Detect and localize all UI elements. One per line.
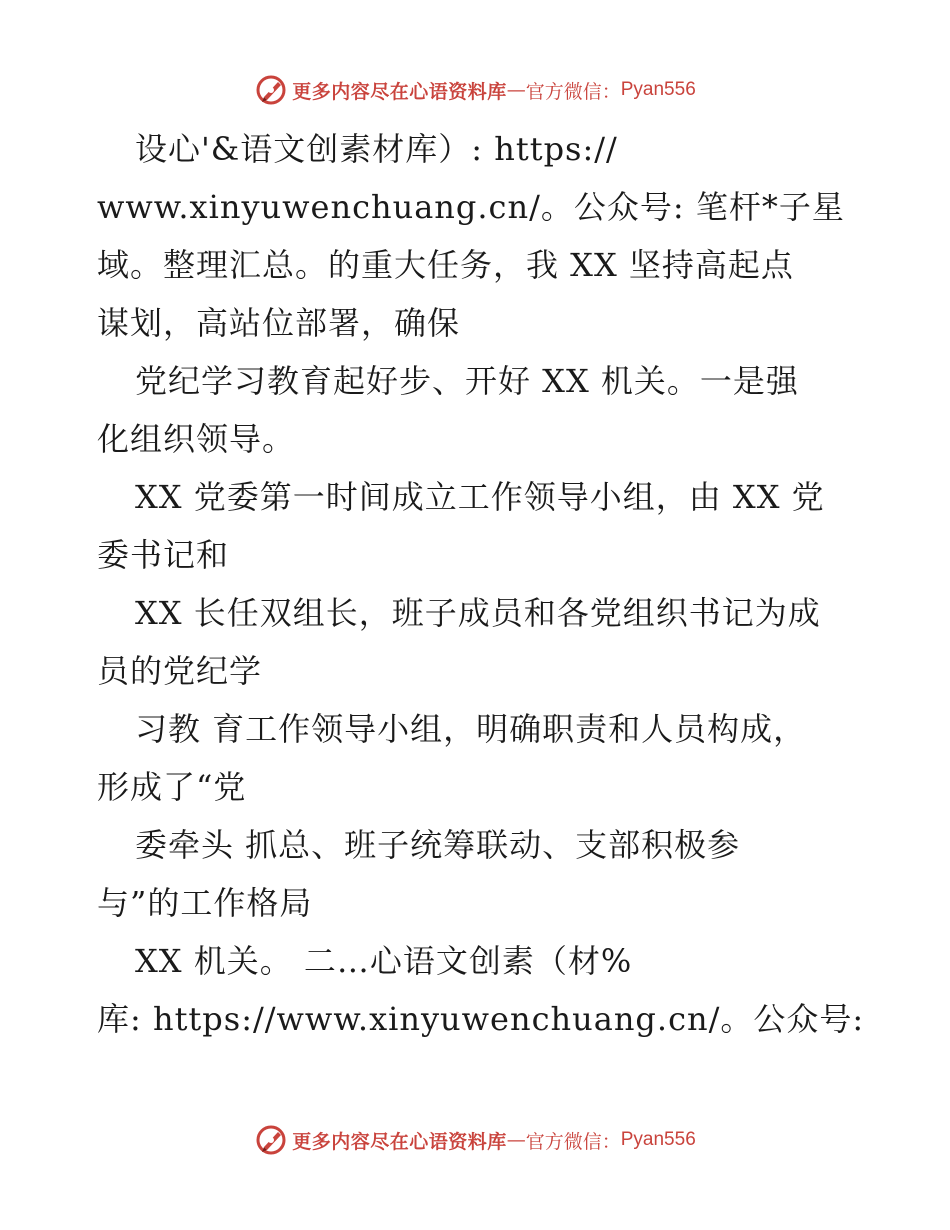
footer-banner-text: 更多内容尽在心语资料库	[292, 1130, 507, 1153]
text-line: 习教 育工作领导小组，明确职责和人员构成，	[135, 710, 807, 748]
header-banner-dash: —	[506, 79, 526, 101]
text-line: 化组织领导。	[97, 420, 296, 458]
pen-logo-icon	[254, 1123, 288, 1157]
text-line: 与”的工作格局	[97, 884, 313, 922]
text-line: 委牵头 抓总、班子统筹联动、支部积极参	[135, 826, 741, 864]
header-banner-wechat-id: Pyan556	[620, 79, 696, 100]
footer-banner-wechat-label: 官方微信：	[525, 1130, 621, 1153]
pen-logo-icon	[254, 73, 288, 107]
text-line: 谋划，高站位部署，确保	[97, 304, 461, 342]
text-line: 员的党纪学	[97, 652, 263, 690]
text-line: XX 机关。 二…心语文创素（材%	[135, 942, 633, 980]
footer-banner	[0, 1120, 950, 1160]
text-line: XX 党委第一时间成立工作领导小组，由 XX 党	[135, 478, 825, 516]
header-banner-text: 更多内容尽在心语资料库	[292, 80, 507, 103]
text-line: 委书记和	[97, 536, 230, 574]
header-banner-wechat-label: 官方微信：	[525, 80, 621, 103]
text-line: www.xinyuwenchuang.cn/。公众号: 笔杆*子星	[97, 188, 845, 226]
header-banner	[0, 70, 950, 110]
text-line: 党纪学习教育起好步、开好 XX 机关。一是强	[135, 362, 799, 400]
text-line: 库: https://www.xinyuwenchuang.cn/。公众号:	[97, 1000, 865, 1038]
footer-banner-dash: —	[506, 1129, 526, 1151]
text-line: 设心'&语文创素材库）: https://	[135, 130, 618, 168]
text-line: 形成了“党	[97, 768, 247, 806]
text-line: XX 长任双组长，班子成员和各党组织书记为成	[135, 594, 821, 632]
text-line: 域。整理汇总。的重大任务，我 XX 坚持高起点	[97, 246, 794, 284]
footer-banner-wechat-id: Pyan556	[620, 1129, 696, 1150]
